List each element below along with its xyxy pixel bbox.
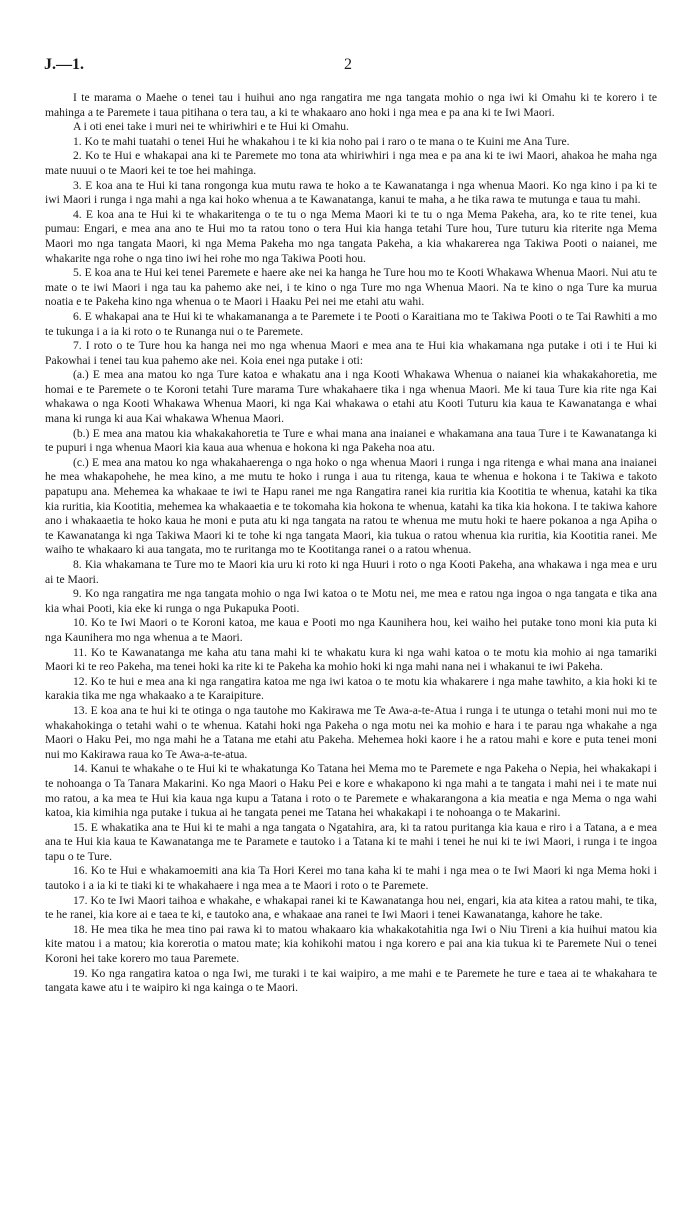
intro-paragraph: A i oti enei take i muri nei te whiriwhiri e te Hui ki Omahu. bbox=[73, 120, 349, 134]
document-reference: J.—1. bbox=[44, 56, 84, 73]
resolution-paragraph: 9. Ko nga rangatira me nga tangata mohio o nga Iwi katoa o te Motu nei, me mea e ratou nga ingoa o nga tangata e tika ana kia whai Pooti, kia eke ki runga o nga Pukapuka Pooti. bbox=[45, 587, 657, 615]
resolution-paragraph: 2. Ko te Hui e whakapai ana ki te Paremete mo tona ata whiriwhiri i nga mea e pa ana ki te iwi Maori, ahakoa he maha nga mate nuuui o te Maori kei te toe hei mahinga. bbox=[45, 149, 657, 177]
resolution-paragraph: 5. E koa ana te Hui kei tenei Paremete e haere ake nei ka hanga he Ture hou mo te Kooti Whakawa Whenua Maori. Nui atu te mate o te iwi Maori i nga tau ka pahemo ake nei, i te kino o nga Ture mo nga Whenua Maori. Na te kino o nga Ture ka murua noatia e te Pakeha kino nga whenua o te Maori i Haaku Pei nei me etahi atu wahi. bbox=[45, 266, 657, 309]
resolution-paragraph: 18. He mea tika he mea tino pai rawa ki to matou whakaaro kia whakakotahitia nga Iwi o Niu Tireni a kia huihui matou kia kite matou i a matou; kia korerotia o matou mate; kia kohikohi matou i nga korero e pai ana kia tukua ki te Paremete Nui o tenei Koroni hei take korero mo taua Paremete. bbox=[45, 922, 657, 966]
resolution-paragraph: 14. Kanui te whakahe o te Hui ki te whakatunga Ko Tatana hei Mema mo te Paremete e nga Pakeha o Nepia, hei whakakapi i te nohoanga o Ta Tanara Makarini. Ko nga Maori o Haku Pei e kore e whakapono ki nga mahi a te tangata i mahi nei i te mate nui mo ratou, a ka mea te Hui kia kaua nga kupu a Tatana i roto o te Paremete e whakarangona a kia meatia e nga Mema o nga wahi katoa, kia kimihia nga putake i tukua ai he tangata penei me Tatana hei whakakapi i te nohoanga o te Makarini. bbox=[45, 762, 657, 820]
resolution-paragraph: 16. Ko te Hui e whakamoemiti ana kia Ta Hori Kerei mo tana kaha ki te mahi i nga mea o te Iwi Maori ki nga Mema hoki i tautoko i a ia ki te tiaki ki te whakahaere i nga mea a te Maori i roto o te Paremete. bbox=[45, 864, 657, 893]
resolution-paragraph: 15. E whakatika ana te Hui ki te mahi a nga tangata o Ngatahira, ara, ki ta ratou puritanga kia kaua e riro i a Tatana, a e mea ana te Hui kia kaua te Kawanatanga me te Paramete e tautoko i a Tatana ki te mahi i tenei he nui ki te iwi Maori, i runga i te ingoa tapu o te Ture. bbox=[45, 820, 657, 863]
resolution-paragraph: 7. I roto o te Ture hou ka hanga nei mo nga whenua Maori e mea ana te Hui kia whakamana nga putake i oti i te Hui ki Pakowhai i tenei tau kua pahemo ake nei. Koia enei nga putake i oti: bbox=[45, 339, 657, 367]
intro-paragraph: I te marama o Maehe o tenei tau i huihui ano nga rangatira me nga tangata mohio o nga iwi ki Omahu ki te korero i te mahinga a te Paremete i taua pitihana o tera tau, a ki te whakaaro ano hoki i nga mea e pa ana ki te Iwi Maori. bbox=[45, 91, 657, 119]
page-header bbox=[44, 56, 656, 76]
sub-clause-paragraph: (b.) E mea ana matou kia whakakahoretia te Ture e whai mana ana inaianei e whakamana ana taua Ture i te Kawanatanga ki te pupuri i nga whenua Maori kia kaua aua whenua e hokona ki nga Pakeha noa atu. bbox=[45, 426, 657, 455]
resolution-paragraph: 12. Ko te hui e mea ana ki nga rangatira katoa me nga iwi katoa o te motu kia whakarere i nga mahe tawhito, a kia hoki ki te karakia tika me nga whakaako a te Karaipiture. bbox=[45, 674, 657, 703]
page-number: 2 bbox=[344, 56, 352, 73]
resolution-paragraph: 13. E koa ana te hui ki te otinga o nga tautohe mo Kakirawa me Te Awa-a-te-Atua i runga i te utunga o tetahi moni nui mo te whakahokinga o tetahi wahi o te whenua. Katahi hoki nga Pakeha o nga motu nei ka mohio e hara i te parau nga whakahe a nga Maori o Haku Pei, mo nga mahi he a Tatana me etahi atu Pakeha. Mehemea hoki kaore i he a ratou mahi e kore e puta tenei moni nui mo Kakirawa raua ko Te Awa-a-te-atua. bbox=[45, 703, 657, 761]
sub-clause-paragraph: (c.) E mea ana matou ko nga whakahaerenga o nga hoko o nga whenua Maori i runga i nga ritenga e whai mana ana inaianei he mea whakapohehe, he mea kino, a me mutu te hoko i runga i aua tu ritenga, kaua te whenua e hokona i te Takiwa e takoto papatupu ana. Mehemea ka whakaae te iwi te Hapu ranei me nga Rangatira ranei kia ruritia kia Kootitia te whenua, katahi ka tika kia ruritia, kia Kootitia, mehemea ka whakaaetia e te tokomaha kia hokona te whenua, katahi ka tika kia hokona. I te takiwa kahore ano i whakaaetia te hoko kaua he moni e puta atu ki nga tangata na ratou te whenua me mutu hoki te haere pokanoa a nga Apiha o te Kawanatanga ki nga Takiwa Maori ki te tohe ki nga tangata Maori, kia tukua o ratou whenua kia ruritia, kia Kootitia ranei. Me waiho te whakaaro ki aua tangata, mo te ruritanga mo te Kootitanga ranei o a ratou whenua. bbox=[45, 455, 657, 557]
document-body bbox=[45, 91, 657, 996]
resolution-paragraph: 11. Ko te Kawanatanga me kaha atu tana mahi ki te whakatu kura ki nga wahi katoa o te motu kia mohio ai nga tamariki Maori ki te reo Pakeha, ma tenei hoki ka rite ki te Pakeha ka mohio hoki ki nga mahi nana nei i whakanui te iwi Pakeha. bbox=[45, 645, 657, 674]
resolution-paragraph: 3. E koa ana te Hui ki tana rongonga kua mutu rawa te hoko a te Kawanatanga i nga whenua Maori. Ko nga kino i pa ki te iwi Maori i runga i nga mahi a nga kai hoko whenua a te Kawanatanga, kanui te maha, a he tika rawa te mutunga e taua tu mahi. bbox=[45, 178, 657, 207]
resolution-paragraph: 4. E koa ana te Hui ki te whakaritenga o te tu o nga Mema Maori ki te tu o nga Mema Pakeha, ara, ko te rite tenei, kua pumau: Engari, e mea ana ano te Hui mo ta ratou tono o tera Hui kia hanga tetahi Ture hou, Ture tuturu kia riterite nga Mema Maori mo nga tangata Maori, ki nga Mema Pakeha mo nga tangata Pakeha, a kia whakarerea nga Takiwa Pooti o naianei, me whakarite nga rohe o nga tino iwi hei rohe mo nga Takiwa Pooti hou. bbox=[45, 207, 657, 265]
resolution-paragraph: 17. Ko te Iwi Maori taihoa e whakahe, e whakapai ranei ki te Kawanatanga hou nei, engari, kia ata kitea a ratou mahi, te tika, te he ranei, kia kore ai e taea te ki, e tautoko ana, e whakaae ana ranei te Iwi Maori i tenei Kawanatanga, kahore he take. bbox=[45, 893, 657, 922]
resolution-paragraph: 1. Ko te mahi tuatahi o tenei Hui he whakahou i te ki kia noho pai i raro o te mana o te Kuini me Ana Ture. bbox=[73, 134, 570, 148]
resolution-paragraph: 19. Ko nga rangatira katoa o nga Iwi, me turaki i te kai waipiro, a me mahi e te Paremete he ture e taea ai te whakahara te tangata kawe atu i te waipiro ki nga kainga o te Maori. bbox=[45, 966, 657, 995]
resolution-paragraph: 8. Kia whakamana te Ture mo te Maori kia uru ki roto ki nga Huuri i roto o nga Kooti Pakeha, ana whakawa i nga mea e uru ai te Maori. bbox=[45, 558, 657, 586]
resolution-paragraph: 6. E whakapai ana te Hui ki te whakamananga a te Paremete i te Pooti o Karaitiana mo te Takiwa Pooti o te Tai Rawhiti a mo te tukunga i a ia ki roto o te Runanga nui o te Paremete. bbox=[45, 309, 657, 338]
resolution-paragraph: 10. Ko te Iwi Maori o te Koroni katoa, me kaua e Pooti mo nga Kaunihera hou, kei waiho hei putake tono moni kia puta ki nga Kaunihera mo nga whenua a te Maori. bbox=[45, 616, 657, 644]
sub-clause-paragraph: (a.) E mea ana matou ko nga Ture katoa e whakatu ana i nga Kooti Whakawa Whenua o naianei kia whakakahoretia, me homai e te Paremete o te Koroni tetahi Ture marama Ture whakahaere tika i nga whenua Maori. Me ki taua Ture kia rite nga Kai whakawa o nga Kooti Whakawa Whenua Maori, ki nga Kai whakawa o etahi atu Kooti Tuturu kia kaua te Kawanatanga e whai mana ki runga ki aua Kai whakawa Whenua Maori. bbox=[45, 368, 657, 426]
